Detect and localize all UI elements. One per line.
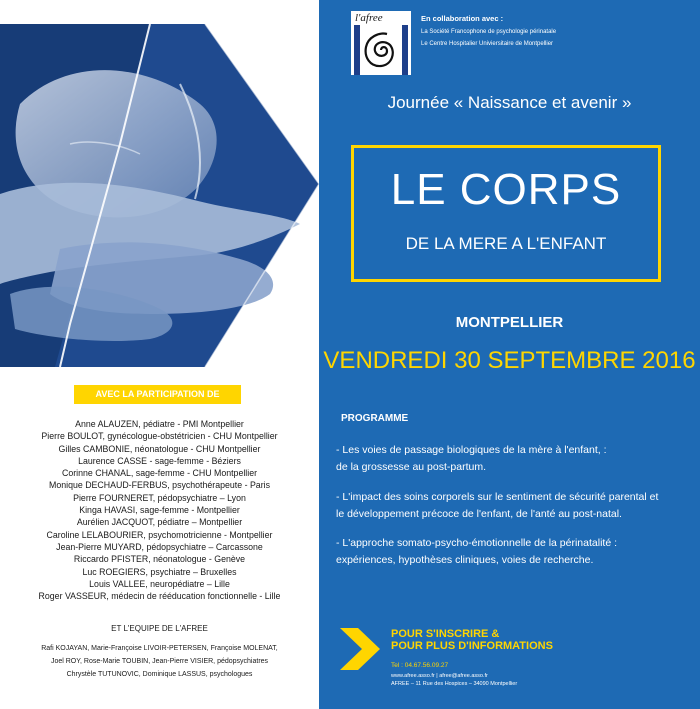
logo-wordmark: l'afree xyxy=(355,12,383,24)
programme-line: le développement précoce de l'enfant, de l'anté au post-natal. xyxy=(336,508,622,520)
programme-line: expériences, hypothèses cliniques, voies de recherche. xyxy=(336,554,594,566)
afree-logo xyxy=(351,11,411,75)
event-subtitle: DE LA MERE A L'ENFANT xyxy=(405,234,607,253)
event-city: MONTPELLIER xyxy=(455,314,564,331)
inscription-line: POUR S'INSCRIRE & xyxy=(391,628,500,640)
event-date: VENDREDI 30 SEPTEMBRE 2016 xyxy=(323,347,696,374)
contact-web[interactable]: www.afree.asso.fr | afree@afree.asso.fr xyxy=(391,673,488,679)
speaker-item: Louis VALLEE, neuropédiatre – Lille xyxy=(89,578,230,589)
programme-line: - L'approche somato-psycho-émotionnelle de la périnatalité : xyxy=(336,537,617,549)
programme-title: PROGRAMME xyxy=(341,413,409,424)
team-member-line: Rafi KOJAYAN, Marie-Françoise LIVOIR-PETERSEN, Françoise MOLENAT, xyxy=(41,645,278,652)
team-members xyxy=(0,642,319,681)
collab-title: En collaboration avec : xyxy=(421,14,504,23)
team-member-line: Joel ROY, Rose-Marie TOUBIN, Jean-Pierre VISIER, pédopsychiatres xyxy=(50,658,269,665)
speaker-item: Pierre BOULOT, gynécologue-obstétricien - CHU Montpellier xyxy=(41,431,278,442)
contact-address: AFREE – 11 Rue des Hospices – 34090 Montpellier xyxy=(391,681,518,687)
speaker-item: Corinne CHANAL, sage-femme - CHU Montpellier xyxy=(61,468,258,479)
chevron-right-icon xyxy=(336,624,386,674)
speaker-item: Gilles CAMBONIE, néonatologue - CHU Montpellier xyxy=(58,443,261,454)
inscription-line: POUR PLUS D'INFORMATIONS xyxy=(391,640,553,652)
event-series: Journée « Naissance et avenir » xyxy=(387,93,632,112)
programme-line: de la grossesse au post-partum. xyxy=(336,461,486,473)
phone-number[interactable]: Tel : 04.67.56.09.27 xyxy=(391,662,449,669)
speaker-item: Kinga HAVASI, sage-femme - Montpellier xyxy=(79,505,240,516)
participation-title: AVEC LA PARTICIPATION DE xyxy=(74,385,241,404)
speaker-item: Aurélien JACQUOT, pédiatre – Montpellier xyxy=(76,517,243,528)
hands-photo xyxy=(0,24,319,367)
team-member-line: Chrystèle TUTUNOVIC, Dominique LASSUS, psychologues xyxy=(66,671,253,678)
speaker-item: Jean-Pierre MUYARD, pédopsychiatre – Carcassone xyxy=(56,541,263,552)
speaker-item: Riccardo PFISTER, néonatologue - Genève xyxy=(73,554,246,565)
speaker-item: Laurence CASSE - sage-femme - Béziers xyxy=(78,455,241,466)
speaker-item: Caroline LELABOURIER, psychomotricienne - Montpellier xyxy=(46,529,273,540)
left-panel xyxy=(0,0,319,709)
programme-line: - L'impact des soins corporels sur le sentiment de sécurité parental et xyxy=(336,491,659,503)
speaker-item: Monique DECHAUD-FERBUS, psychothérapeute - Paris xyxy=(49,480,270,491)
collaboration-block xyxy=(421,14,556,47)
speaker-item: Pierre FOURNERET, pédopsychiatre – Lyon xyxy=(73,492,246,503)
programme-line: - Les voies de passage biologiques de la mère à l'enfant, : xyxy=(336,444,607,456)
speaker-item: Anne ALAUZEN, pédiatre - PMI Montpellier xyxy=(75,419,244,429)
event-title: LE CORPS xyxy=(390,165,622,214)
programme-item xyxy=(336,535,696,569)
spiral-icon xyxy=(351,25,411,75)
title-frame xyxy=(351,145,661,282)
programme-item xyxy=(336,442,696,476)
inscription-heading xyxy=(391,628,553,652)
speaker-item: Roger VASSEUR, médecin de rééducation fonctionnelle - Lille xyxy=(38,591,281,602)
collab-line: La Société Francophone de psychologie périnatale xyxy=(421,29,557,35)
speaker-item: Luc ROEGIERS, psychiatre – Bruxelles xyxy=(82,566,237,577)
equipe-title: ET L'EQUIPE DE L'AFREE xyxy=(111,624,208,633)
programme-item xyxy=(336,489,696,523)
collab-line: Le Centre Hospitalier Univiersitaire de Montpellier xyxy=(421,41,554,47)
speakers-list xyxy=(0,418,319,602)
